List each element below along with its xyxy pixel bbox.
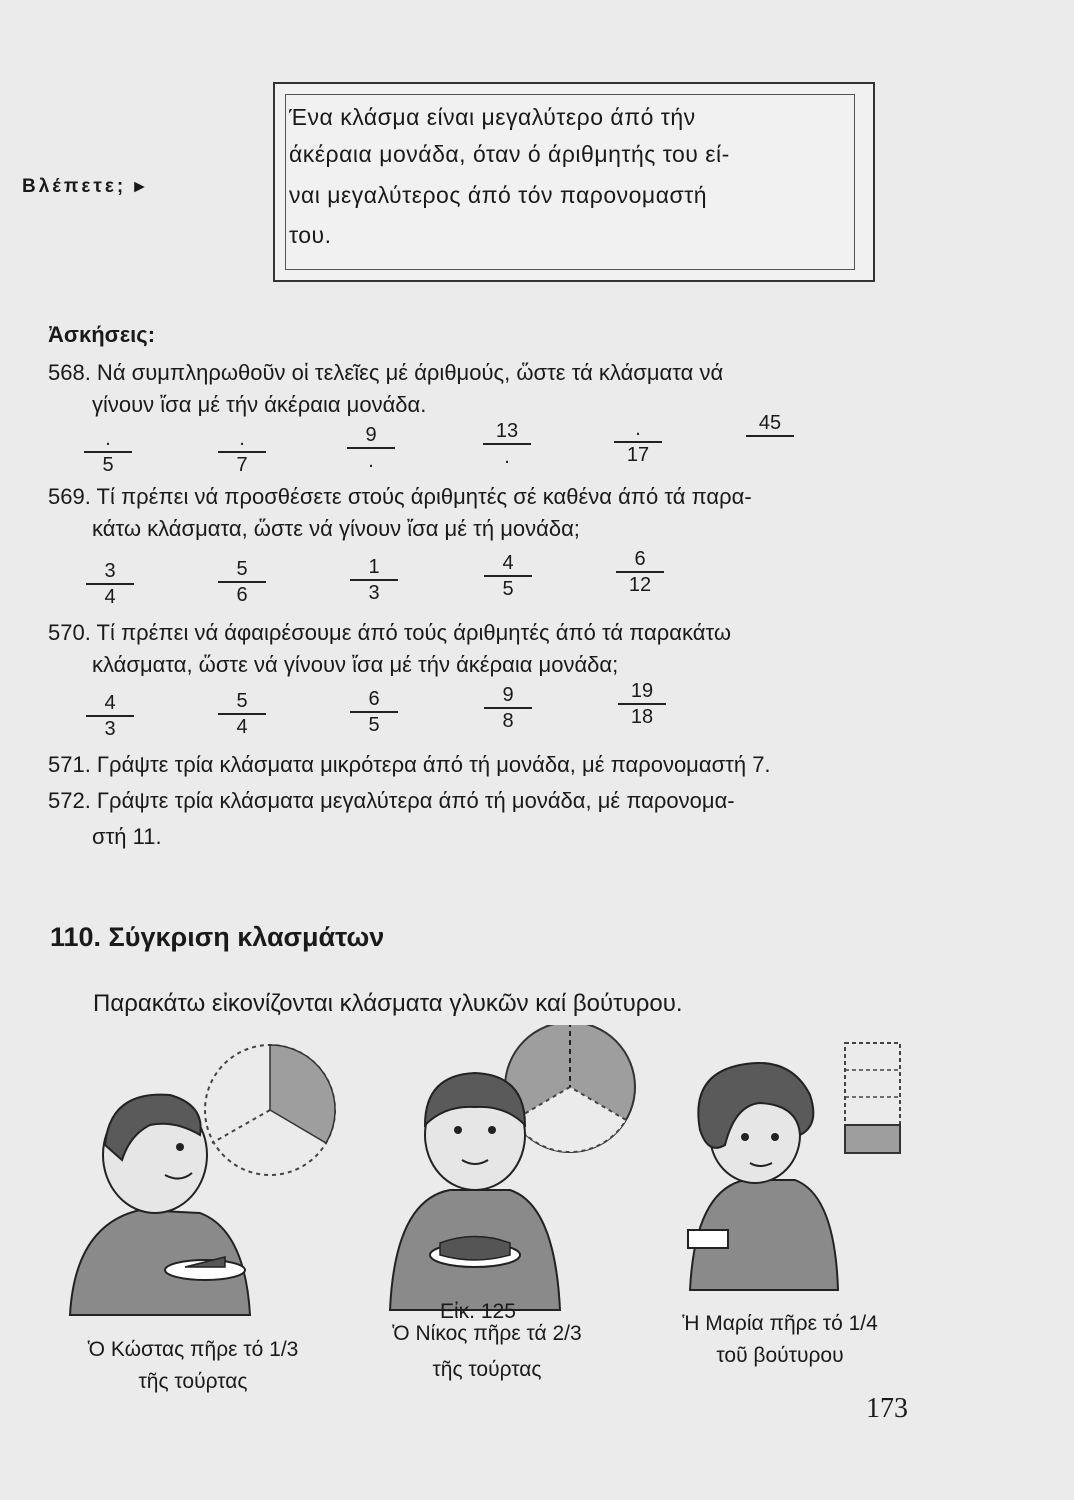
cake-one-third-diagram [205,1045,335,1175]
ex568-fraction: . 17 [608,418,668,466]
ex568-fraction: 45 [740,412,800,460]
ex568-fraction: 13 . [477,420,537,468]
ex570-fraction: 5 4 [212,690,272,738]
ex569-fraction: 6 12 [610,548,670,596]
caption-nikos-line1: Ὁ Νίκος πῆρε τά 2/3 [392,1322,582,1345]
ex570-fraction: 19 18 [612,680,672,728]
rule-line-1: Ένα κλάσμα είναι μεγαλύτερο άπό τήν [289,104,696,130]
ex571: 571. Γράψτε τρία κλάσματα μικρότερα άπό τή μονάδα, μέ παρονομαστή 7. [48,752,771,777]
rule-line-3: ναι μεγαλύτερος άπό τόν παρονομαστή [289,182,708,208]
ex568-line2: γίνουν ἴσα μέ τήν άκέραια μονάδα. [92,392,427,417]
ex570-line2: κλάσματα, ὥστε νά γίνουν ἴσα μέ τήν άκέραια μονάδα; [92,652,619,677]
ex569-fraction: 5 6 [212,558,272,606]
exercises-heading: Ἀσκήσεις: [48,322,156,347]
ex572-line1: 572. Γράψτε τρία κλάσματα μεγαλύτερα άπό τή μονάδα, μέ παρονομα- [48,788,735,813]
ex568-line1: 568. Νά συμπληρωθοῦν οἱ τελεῖες μέ άριθμούς, ὥστε τά κλάσματα νά [48,360,724,385]
rule-line-4: του. [289,222,332,248]
ex572-line2: στή 11. [92,824,162,849]
kostas-figure [70,1095,250,1315]
ex570-fraction: 9 8 [478,684,538,732]
ex569-line1: 569. Τί πρέπει νά προσθέσετε στούς άριθμητές σέ καθένα άπό τά παρα- [48,484,752,509]
caption-maria-line2: τοῦ βούτυρου [716,1344,844,1367]
maria-figure [688,1063,838,1290]
nikos-illustration [380,1025,650,1315]
kostas-illustration [60,1035,360,1325]
ex568-fraction: . 7 [212,428,272,476]
rule-box [273,82,875,282]
caption-maria-line1: Ἡ Μαρία πῆρε τό 1/4 [682,1312,878,1335]
ex569-fraction: 3 4 [80,560,140,608]
ex569-line2: κάτω κλάσματα, ὥστε νά γίνουν ἴσα μέ τή μονάδα; [92,516,580,541]
ex569-fraction: 4 5 [478,552,538,600]
figure-label: Εἰκ. 125 [440,1300,516,1323]
ex568-fraction: 9 . [341,424,401,472]
maria-illustration [680,1035,930,1295]
ex570-fraction: 6 5 [344,688,404,736]
rule-line-2: άκέραια μονάδα, όταν ό άριθμητής του εί- [289,141,730,167]
section-title: 110. Σύγκριση κλασμάτων [50,922,385,952]
caption-kostas-line2: τῆς τούρτας [138,1370,248,1393]
blepete-label: Βλέπετε; ▸ [22,176,148,197]
ex570-fraction: 4 3 [80,692,140,740]
ex570-line1: 570. Τί πρέπει νά άφαιρέσουμε άπό τούς άριθμητές άπό τά παρακάτω [48,620,732,645]
section-intro: Παρακάτω εἰκονίζονται κλάσματα γλυκῶν καί βούτυρου. [93,990,683,1017]
ex568-fraction: . 5 [78,428,138,476]
ex569-fraction: 1 3 [344,556,404,604]
page-number: 173 [866,1393,908,1424]
butter-quarter-diagram [845,1043,900,1153]
caption-kostas-line1: Ὁ Κώστας πῆρε τό 1/3 [87,1338,299,1361]
caption-nikos-line2: τῆς τούρτας [432,1358,542,1381]
